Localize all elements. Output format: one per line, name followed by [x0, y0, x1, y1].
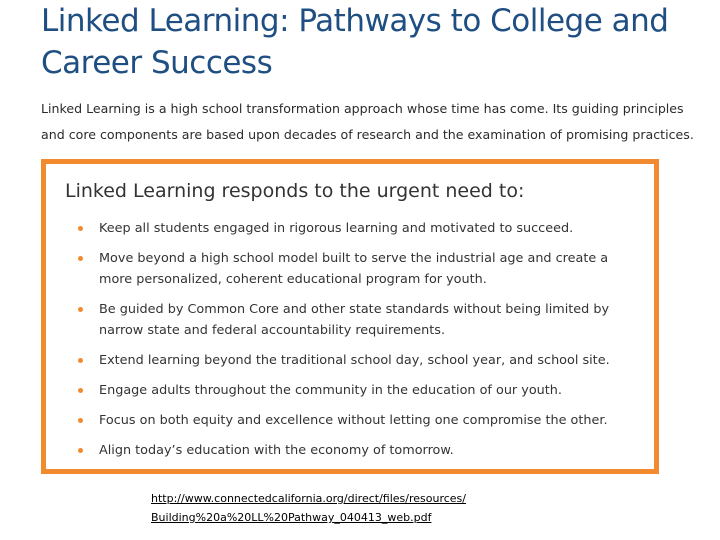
source-link-line-1[interactable]: http://www.connectedcalifornia.org/direct/files/resources/ — [151, 492, 466, 505]
title-line-2: Career Success — [41, 45, 273, 81]
list-item — [65, 299, 645, 341]
bullet-dot-icon — [78, 388, 83, 393]
intro-line-1: Linked Learning is a high school transformation approach whose time has come. Its guiding principles — [41, 101, 684, 116]
bullet-dot-icon — [78, 448, 83, 453]
list-item — [65, 350, 645, 371]
list-item-text: Extend learning beyond the traditional school day, school year, and school site. — [99, 353, 610, 368]
title-line-1: Linked Learning: Pathways to College and — [41, 3, 669, 39]
bullet-dot-icon — [78, 418, 83, 423]
bullet-dot-icon — [78, 226, 83, 231]
box-heading: Linked Learning responds to the urgent need to: — [65, 180, 525, 202]
list-item-text: Focus on both equity and excellence without letting one compromise the other. — [99, 413, 608, 428]
source-link-line-2[interactable]: Building%20a%20LL%20Pathway_040413_web.pdf — [151, 511, 432, 524]
source-link[interactable] — [151, 489, 466, 527]
intro-paragraph — [41, 96, 701, 148]
page-title — [41, 0, 701, 84]
list-item — [65, 380, 645, 401]
list-item — [65, 410, 645, 431]
bullet-dot-icon — [78, 307, 83, 312]
list-item-text: Move beyond a high school model built to serve the industrial age and create a more personalized, coherent educational program for youth. — [99, 251, 609, 287]
list-item-text: Align today’s education with the economy of tomorrow. — [99, 443, 454, 458]
list-item — [65, 440, 645, 461]
list-item-text: Be guided by Common Core and other state standards without being limited by narrow state and federal accountability requirements. — [99, 302, 610, 338]
urgent-needs-box — [41, 159, 659, 474]
needs-list — [65, 218, 645, 470]
list-item — [65, 248, 645, 290]
bullet-dot-icon — [78, 256, 83, 261]
bullet-dot-icon — [78, 358, 83, 363]
intro-line-2: and core components are based upon decades of research and the examination of promising practices. — [41, 127, 694, 142]
list-item-text: Engage adults throughout the community in the education of our youth. — [99, 383, 562, 398]
list-item — [65, 218, 645, 239]
list-item-text: Keep all students engaged in rigorous learning and motivated to succeed. — [99, 221, 574, 236]
